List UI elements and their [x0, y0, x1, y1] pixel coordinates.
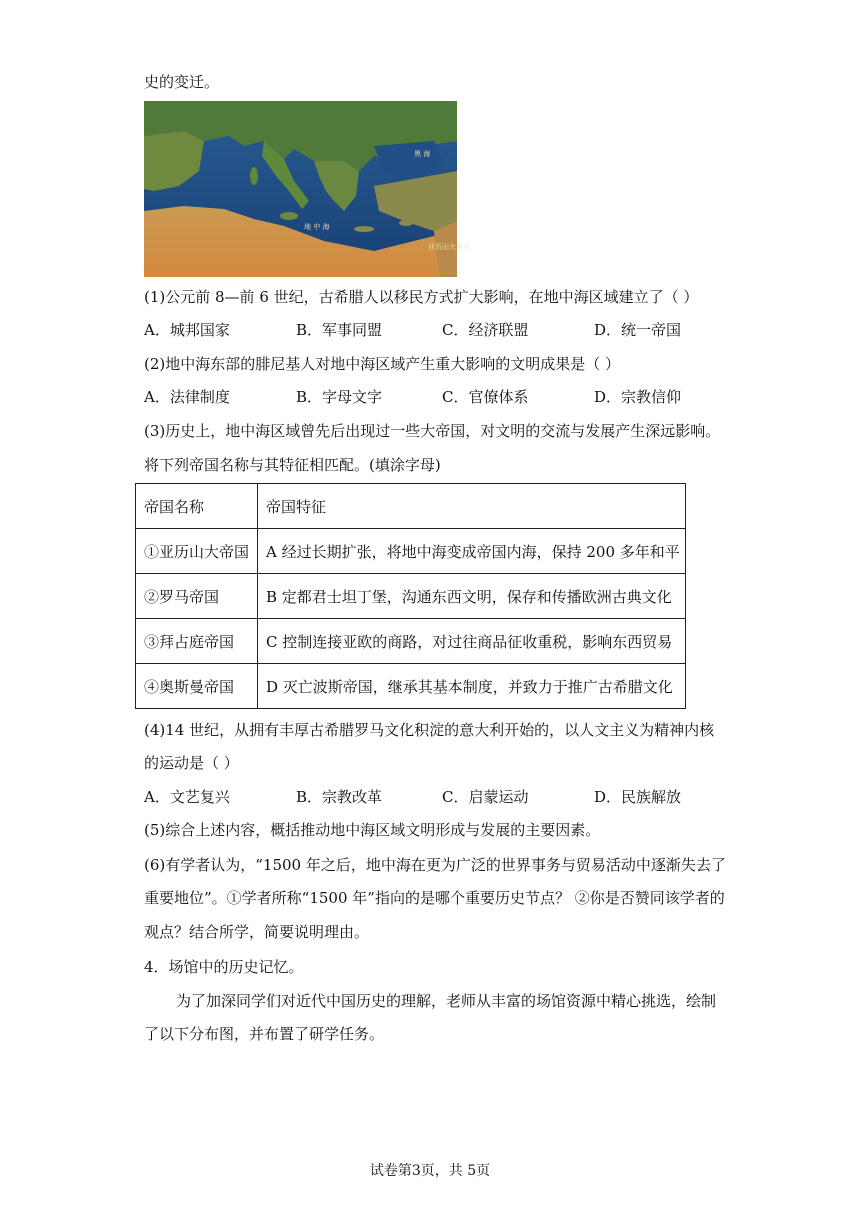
- q4-option-a[interactable]: A．文艺复兴: [144, 788, 230, 806]
- table-row: [136, 529, 686, 574]
- q4-option-d[interactable]: D．民族解放: [594, 788, 682, 806]
- q2-option-c[interactable]: C．官僚体系: [442, 388, 529, 406]
- q1-option-a[interactable]: A．城邦国家: [144, 321, 230, 339]
- q4-stem-line2: 的运动是（ ）: [144, 754, 239, 772]
- q6-line1: (6)有学者认为，“1500 年之后，地中海在更为广泛的世界事务与贸易活动中逐渐失去了: [144, 856, 726, 874]
- q1-option-c[interactable]: C．经济联盟: [442, 321, 529, 339]
- page-footer: 试卷第3页，共 5页: [369, 1163, 491, 1179]
- q4-option-c[interactable]: C．启蒙运动: [442, 788, 529, 806]
- mediterranean-map: [144, 101, 470, 277]
- empire-name-cell: ④奥斯曼帝国: [136, 664, 258, 709]
- empire-name-cell: ③拜占庭帝国: [136, 619, 258, 664]
- q5-stem: (5)综合上述内容，概括推动地中海区域文明形成与发展的主要因素。: [144, 821, 601, 839]
- section4-para-line1: 为了加深同学们对近代中国历史的理解，老师从丰富的场馆资源中精心挑选，绘制: [176, 992, 717, 1010]
- section4-para-line2: 了以下分布图，并布置了研学任务。: [144, 1025, 385, 1043]
- q6-line3: 观点？结合所学，简要说明理由。: [144, 923, 370, 941]
- empire-feature-cell: D 灭亡波斯帝国，继承其基本制度，并致力于推广古希腊文化: [258, 664, 686, 709]
- empire-matching-table: [135, 483, 686, 709]
- q2-option-a[interactable]: A．法律制度: [144, 388, 230, 406]
- q1-stem: (1)公元前 8—前 6 世纪，古希腊人以移民方式扩大影响，在地中海区域建立了（ ）: [144, 288, 699, 306]
- q3-stem-line2: 将下列帝国名称与其特征相匹配。(填涂字母): [144, 456, 441, 474]
- empire-feature-cell: B 定都君士坦丁堡，沟通东西文明，保存和传播欧洲古典文化: [258, 574, 686, 619]
- q2-option-b[interactable]: B．字母文字: [296, 388, 383, 406]
- q1-option-b[interactable]: B．军事同盟: [296, 321, 383, 339]
- table-row: [136, 619, 686, 664]
- map-label-black-sea: 黑 海: [414, 150, 431, 158]
- empire-feature-cell: A 经过长期扩张，将地中海变成帝国内海，保持 200 多年和平: [258, 529, 686, 574]
- table-row: [136, 664, 686, 709]
- table-header-feature: 帝国特征: [258, 484, 686, 529]
- q2-stem: (2)地中海东部的腓尼基人对地中海区域产生重大影响的文明成果是（ ）: [144, 355, 621, 373]
- q4-stem-line1: (4)14 世纪，从拥有丰厚古希腊罗马文化积淀的意大利开始的，以人文主义为精神内核: [144, 721, 715, 739]
- empire-name-cell: ②罗马帝国: [136, 574, 258, 619]
- table-header-row: [136, 484, 686, 529]
- map-label-sea: 地 中 海: [304, 223, 330, 231]
- table-header-name: 帝国名称: [136, 484, 258, 529]
- q6-line2: 重要地位”。①学者所称“1500 年”指向的是哪个重要历史节点？ ②你是否赞同该学者的: [144, 889, 725, 907]
- map-label-alexandria: 亚历山大里亚: [428, 243, 470, 251]
- section4-title: 4．场馆中的历史记忆。: [144, 958, 304, 976]
- empire-feature-cell: C 控制连接亚欧的商路，对过往商品征收重税，影响东西贸易: [258, 619, 686, 664]
- q4-option-b[interactable]: B．宗教改革: [296, 788, 383, 806]
- table-row: [136, 574, 686, 619]
- q1-option-d[interactable]: D．统一帝国: [594, 321, 682, 339]
- empire-name-cell: ①亚历山大帝国: [136, 529, 258, 574]
- q3-stem-line1: (3)历史上，地中海区域曾先后出现过一些大帝国，对文明的交流与发展产生深远影响。: [144, 422, 721, 440]
- intro-tail: 史的变迁。: [144, 73, 220, 91]
- q2-option-d[interactable]: D．宗教信仰: [594, 388, 682, 406]
